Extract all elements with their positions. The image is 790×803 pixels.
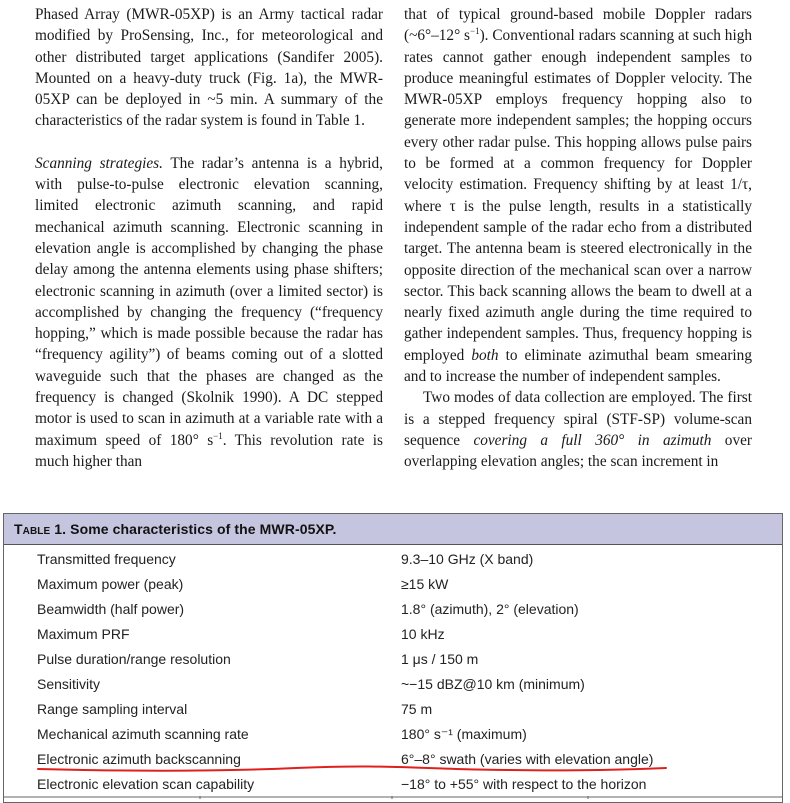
row-value: ~−15 dBZ@10 km (minimum) bbox=[401, 676, 585, 692]
row-label: Range sampling interval bbox=[37, 701, 188, 717]
right-paragraph-2: Two modes of data collection are employed. The first is a stepped frequency spiral (STF-SP) volume-scan sequence covering a full 360° in azimuth over overlapping elevation angles; the scan increment in bbox=[404, 389, 752, 471]
row-label: Beamwidth (half power) bbox=[37, 601, 185, 617]
left-text-column bbox=[35, 4, 383, 472]
table-row bbox=[4, 597, 782, 622]
table-row bbox=[4, 547, 782, 572]
table-title: Some characteristics of the MWR-05XP. bbox=[66, 521, 337, 537]
row-value: 75 m bbox=[401, 701, 433, 717]
row-label: Electronic azimuth backscanning bbox=[37, 751, 241, 767]
row-label: Mechanical azimuth scanning rate bbox=[37, 726, 249, 742]
row-label: Electronic elevation scan capability bbox=[37, 776, 255, 792]
row-value: ≥15 kW bbox=[401, 576, 449, 592]
table-row bbox=[4, 697, 782, 722]
row-value: −18° to +55° with respect to the horizon bbox=[401, 776, 647, 792]
table-number: Table 1. bbox=[14, 521, 67, 537]
row-label: Transmitted frequency bbox=[37, 551, 176, 567]
table-body bbox=[4, 545, 782, 797]
red-hand-underline bbox=[36, 762, 668, 778]
row-value: 180° s⁻¹ (maximum) bbox=[401, 726, 527, 742]
row-value: 1 μs / 150 m bbox=[401, 651, 479, 667]
row-label: Sensitivity bbox=[37, 676, 101, 692]
table-row bbox=[4, 672, 782, 697]
row-value: 6°–8° swath (varies with elevation angle) bbox=[401, 751, 654, 767]
table-row bbox=[4, 722, 782, 747]
characteristics-table bbox=[3, 513, 783, 803]
row-label: Maximum power (peak) bbox=[37, 576, 184, 592]
table-row bbox=[4, 622, 782, 647]
row-value: 10 kHz bbox=[401, 626, 445, 642]
right-paragraph-1: that of typical ground-based mobile Doppler radars (~6°–12° $s^{-1}$). Conventional radars scanning at such high rates cannot gather enough independent samples to produce meaningful estimates of Doppler velocity. The MWR-05XP employs frequency hopping also to generate more independent samples; the hopping occurs every other radar pulse. This hopping allows pulse pairs to be formed at a common frequency for Doppler velocity estimation. Frequency shifting by at least 1/τ, where τ is the pulse length, results in a statistically independent sample of the radar echo from a distributed target. The antenna beam is steered electronically in the opposite direction of the mechanical scan over a narrow sector. This back scanning allows the beam to dwell at a nearly fixed azimuth angle during the time required to gather independent samples. Thus, frequency hopping is employed both to eliminate azimuthal beam smearing and to increase the number of independent samples. bbox=[404, 6, 752, 386]
table-row bbox=[4, 647, 782, 672]
table-row bbox=[4, 572, 782, 597]
row-value: 1.8° (azimuth), 2° (elevation) bbox=[401, 601, 579, 617]
row-value: 9.3–10 GHz (X band) bbox=[401, 551, 534, 567]
left-paragraph-1: Phased Array (MWR-05XP) is an Army tactical radar modified by ProSensing, Inc., for meteorological and other distributed target applications (Sandifer 2005). Mounted on a heavy-duty truck (Fig. 1a), the MWR-05XP can be deployed in ~5 min. A summary of the characteristics of the radar system is found in Table 1. bbox=[35, 6, 383, 130]
table-caption bbox=[4, 514, 782, 545]
left-paragraph-2: Scanning strategies. The radar’s antenna is a hybrid, with pulse-to-pulse electronic elevation scanning, limited electronic azimuth scanning, and rapid mechanical azimuth scanning. Electronic scanning in elevation angle is accomplished by changing the phase delay among the antenna elements using phase shifters; electronic scanning in azimuth (over a limited sector) is accomplished by changing the frequency (“frequency hopping,” which is made possible because the radar has “frequency agility”) of beams coming out of a slotted waveguide such that the phases are changed as the frequency is changed (Skolnik 1990). A DC stepped motor is used to scan in azimuth at a variable rate with a maximum speed of 180° $s^{-1}$. This revolution rate is much higher than bbox=[35, 154, 384, 470]
right-text-column bbox=[404, 4, 752, 473]
scanning-strategies-heading: Scanning strategies. bbox=[35, 154, 163, 172]
row-label: Pulse duration/range resolution bbox=[37, 651, 231, 667]
row-label: Maximum PRF bbox=[37, 626, 130, 642]
